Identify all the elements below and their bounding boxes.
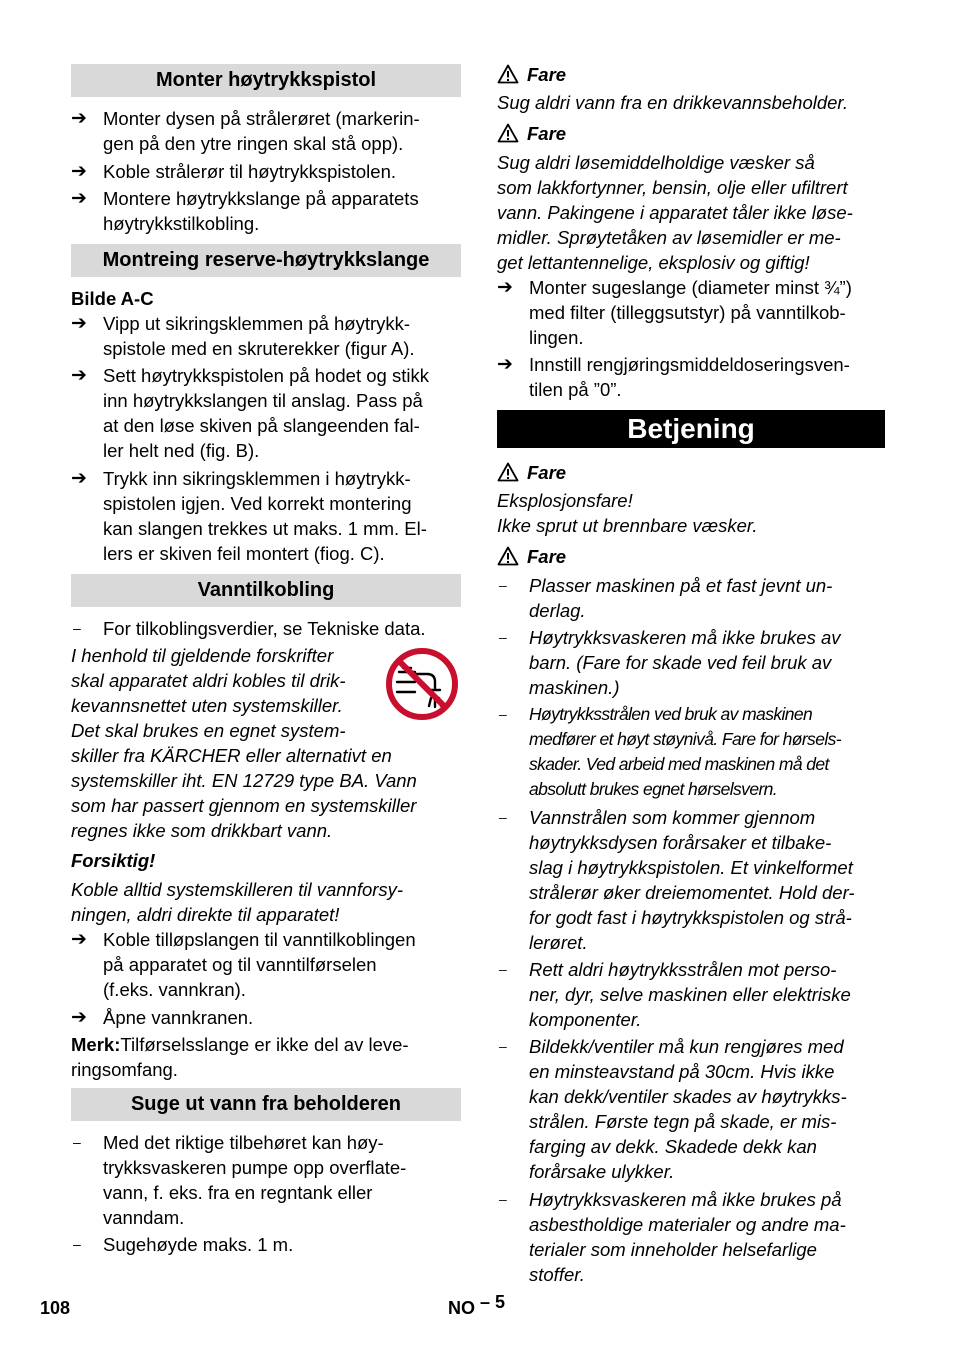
regulation-paragraph: I henhold til gjeldende forskrifter skal apparatet aldri kobles til drik- kevannsnettet uten systemskiller. Det skal brukes en egnet system- skiller fra KÄRCHER eller alternativt en systemskiller iht. EN 12729 type BA. Vann som har passert gjennom en systemskiller regnes ikke som drikkbart vann. [71,645,417,841]
section-heading-water-connection: Vanntilkobling [71,574,461,607]
arrow-right-icon: ➔ [71,1007,87,1028]
chapter-heading-operation: Betjening [497,410,885,448]
warning-triangle-icon [497,64,519,84]
danger-heading: Fare [497,460,885,485]
warning-triangle-icon [497,123,519,143]
arrow-right-icon: ➔ [71,365,87,386]
dash-item: – Høytrykksvaskeren må ikke brukes av barn. (Fare for skade ved feil bruk av maskinen.) [499,627,841,698]
list-item: ➔ Montere høytrykkslange på apparatets høytrykkstilkobling. [71,188,419,234]
section-heading-suction: Suge ut vann fra beholderen [71,1088,461,1121]
danger-heading: Fare [497,62,885,87]
warning-triangle-icon [497,546,519,566]
dash-item: – Vannstrålen som kommer gjennom høytrykksdysen forårsaker et tilbake- slag i høytrykkspistolen. Et vinkelformet strålerør øker dreiemomentet. Hold der- for godt fast i høytrykkspistolen og strå- lerøret. [499,807,855,953]
list-item: ➔ Monter dysen på strålerøret (markerin- gen på den ytre ringen skal stå opp). [71,108,420,154]
list-item: ➔ Monter sugeslange (diameter minst ¾”) med filter (tilleggsutstyr) på vanntilkob- lingen. [497,277,852,348]
arrow-right-icon: ➔ [71,929,87,950]
dash-item: – Høytrykksvaskeren må ikke brukes på asbestholdige materialer og andre ma- terialer som inneholder helsefarlige stoffer. [499,1189,846,1285]
caution-label: Forsiktig! [71,850,156,871]
dash-item: – Høytrykksstrålen ved bruk av maskinen medfører et høyt støynivå. Fare for hørsels- skader. Ved arbeid med maskinen må det absolutt brukes egnet hørselsvern. [499,704,842,799]
no-drinking-water-icon [385,646,459,727]
dash-item: – Rett aldri høytrykksstrålen mot perso- ner, dyr, selve maskinen eller elektriske komponenter. [499,959,851,1030]
section-heading-reserve-hose: Montreing reserve-høytrykkslange [71,244,461,277]
list-item: ➔ Åpne vannkranen. [71,1007,254,1028]
page-number: 108 [40,1298,71,1318]
section-heading-mount-pistol: Monter høytrykkspistol [71,64,461,97]
danger-text: Sug aldri løsemiddelholdige væsker så som lakkfortynner, bensin, olje eller ufiltrert vann. Pakingene i apparatet tåler ikke løse- midler. Sprøytetåken av løsemidler er me- get lettantennelige, eksplosiv og giftig! [497,152,853,273]
arrow-right-icon: ➔ [497,354,513,375]
caution-text: Koble alltid systemskilleren til vannforsy- ningen, aldri direkte til apparatet! [71,879,404,925]
danger-text: Eksplosjonsfare! Ikke sprut ut brennbare væsker. [497,490,758,536]
danger-heading: Fare [497,121,885,146]
list-item: ➔ Koble tilløpslangen til vanntilkoblingen på apparatet og til vanntilførselen (f.eks. vannkran). [71,929,416,1000]
arrow-right-icon: ➔ [71,468,87,489]
danger-text: Sug aldri vann fra en drikkevannsbeholder. [497,92,849,113]
list-item: ➔ Koble strålerør til høytrykkspistolen. [71,161,397,182]
dash-item: – Sugehøyde maks. 1 m. [73,1234,294,1255]
arrow-right-icon: ➔ [71,108,87,129]
figure-reference: Bilde A-C [71,288,154,309]
language-page-marker: NO – 5 [448,1292,506,1318]
arrow-right-icon: ➔ [71,188,87,209]
list-item: ➔ Trykk inn sikringsklemmen i høytrykk- spistolen igjen. Ved korrekt montering kan slangen trekkes ut maks. 1 mm. El- lers er skiven feil montert (fiog. C). [71,468,427,564]
note: Merk:Tilførselsslange er ikke del av leve- ringsomfang. [71,1034,409,1080]
arrow-right-icon: ➔ [497,277,513,298]
list-item: ➔ Sett høytrykkspistolen på hodet og stikk inn høytrykkslangen til anslag. Pass på at den løse skiven på slangeenden fal- ler helt ned (fig. B). [71,365,429,461]
list-item: ➔ Innstill rengjøringsmiddeldoseringsven- tilen på ”0”. [497,354,850,400]
list-item: ➔ Vipp ut sikringsklemmen på høytrykk- spistole med en skruterekker (figur A). [71,313,415,359]
dash-item: – Med det riktige tilbehøret kan høy- trykksvaskeren pumpe opp overflate- vann, f. eks. fra en regntank eller vanndam. [73,1132,407,1228]
dash-item: – Plasser maskinen på et fast jevnt un- derlag. [499,575,833,621]
note-label: Merk: [71,1034,121,1055]
arrow-right-icon: ➔ [71,161,87,182]
danger-heading: Fare [497,544,885,569]
dash-item: – For tilkoblingsverdier, se Tekniske data. [73,618,426,639]
dash-item: – Bildekk/ventiler må kun rengjøres med en minsteavstand på 30cm. Hvis ikke kan dekk/ventiler skades av høytrykks- strålen. Første tegn på skade, er mis- farging av dekk. Skadede dekk kan forårsake ulykker. [499,1036,847,1182]
arrow-right-icon: ➔ [71,313,87,334]
warning-triangle-icon [497,462,519,482]
